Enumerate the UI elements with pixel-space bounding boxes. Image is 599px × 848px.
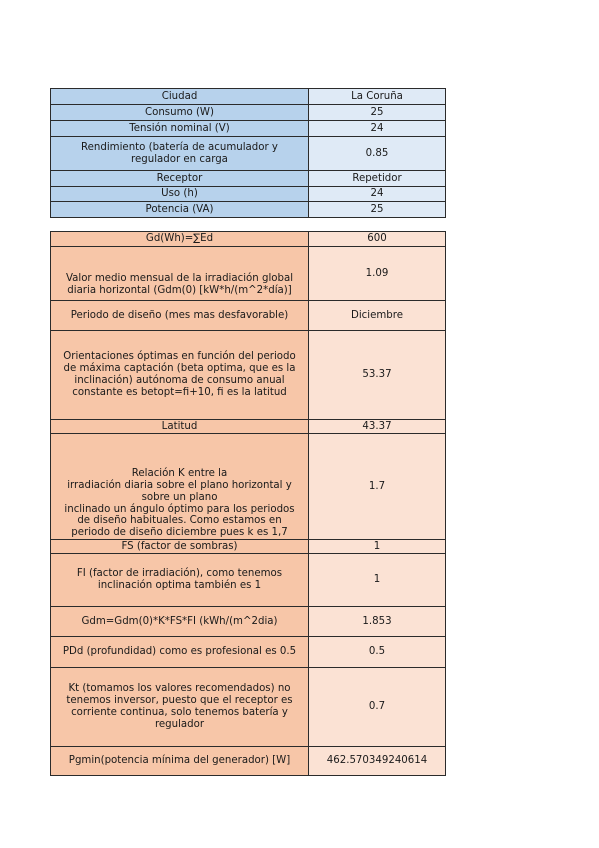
value-factor-irradiacion: 1 — [309, 554, 446, 607]
table-row — [51, 554, 446, 607]
table-row — [51, 187, 446, 202]
value-gdm: 1.853 — [309, 607, 446, 637]
table-row — [51, 247, 446, 301]
value-kt: 0.7 — [309, 668, 446, 747]
label-uso: Uso (h) — [51, 187, 309, 202]
table-row — [51, 637, 446, 668]
calculation-table — [50, 231, 446, 776]
value-pgmin: 462.570349240614 — [309, 747, 446, 776]
label-periodo-diseno: Periodo de diseño (mes mas desfavorable) — [51, 301, 309, 331]
value-factor-sombras: 1 — [309, 540, 446, 554]
label-rendimiento: Rendimiento (batería de acumulador y regulador en carga — [51, 137, 309, 171]
label-latitud: Latitud — [51, 420, 309, 434]
value-relacion-k: 1.7 — [309, 434, 446, 540]
label-receptor: Receptor — [51, 171, 309, 187]
table-row — [51, 331, 446, 420]
table-row — [51, 420, 446, 434]
table-row — [51, 105, 446, 121]
table-row — [51, 434, 446, 540]
label-pgmin: Pgmin(potencia mínima del generador) [W] — [51, 747, 309, 776]
table-row — [51, 668, 446, 747]
label-gdm: Gdm=Gdm(0)*K*FS*FI (kWh/(m^2dia) — [51, 607, 309, 637]
table-row — [51, 607, 446, 637]
label-profundidad: PDd (profundidad) como es profesional es 0.5 — [51, 637, 309, 668]
label-relacion-k: Relación K entre la irradiación diaria sobre el plano horizontal y sobre un plano inclinado un ángulo óptimo para los periodos de diseño habituales. Como estamos en periodo de diseño diciembre pues k es 1,7 — [51, 434, 309, 540]
label-irradiacion-global: Valor medio mensual de la irradiación global diaria horizontal (Gdm(0) [kW*h/(m^2*día)] — [51, 247, 309, 301]
value-irradiacion-global: 1.09 — [309, 247, 446, 301]
label-gd: Gd(Wh)=∑Ed — [51, 232, 309, 247]
label-consumo: Consumo (W) — [51, 105, 309, 121]
value-gd: 600 — [309, 232, 446, 247]
value-rendimiento: 0.85 — [309, 137, 446, 171]
label-kt: Kt (tomamos los valores recomendados) no tenemos inversor, puesto que el receptor es corriente continua, solo tenemos batería y regulador — [51, 668, 309, 747]
table-row — [51, 171, 446, 187]
table-row — [51, 747, 446, 776]
table-row — [51, 232, 446, 247]
label-tension-nominal: Tensión nominal (V) — [51, 121, 309, 137]
value-consumo: 25 — [309, 105, 446, 121]
label-potencia: Potencia (VA) — [51, 202, 309, 218]
label-factor-irradiacion: FI (factor de irradiación), como tenemos inclinación optima también es 1 — [51, 554, 309, 607]
table-row — [51, 540, 446, 554]
value-potencia: 25 — [309, 202, 446, 218]
label-orientaciones-optimas: Orientaciones óptimas en función del periodo de máxima captación (beta optima, que es la inclinación) autónoma de consumo anual constante es betopt=fi+10, fi es la latitud — [51, 331, 309, 420]
value-orientaciones-optimas: 53.37 — [309, 331, 446, 420]
table-row — [51, 137, 446, 171]
input-data-table — [50, 88, 446, 218]
label-ciudad: Ciudad — [51, 89, 309, 105]
table-row — [51, 202, 446, 218]
label-factor-sombras: FS (factor de sombras) — [51, 540, 309, 554]
value-uso: 24 — [309, 187, 446, 202]
value-latitud: 43.37 — [309, 420, 446, 434]
table-row — [51, 301, 446, 331]
value-periodo-diseno: Diciembre — [309, 301, 446, 331]
value-tension-nominal: 24 — [309, 121, 446, 137]
value-profundidad: 0.5 — [309, 637, 446, 668]
value-ciudad: La Coruña — [309, 89, 446, 105]
table-row — [51, 89, 446, 105]
table-row — [51, 121, 446, 137]
value-receptor: Repetidor — [309, 171, 446, 187]
